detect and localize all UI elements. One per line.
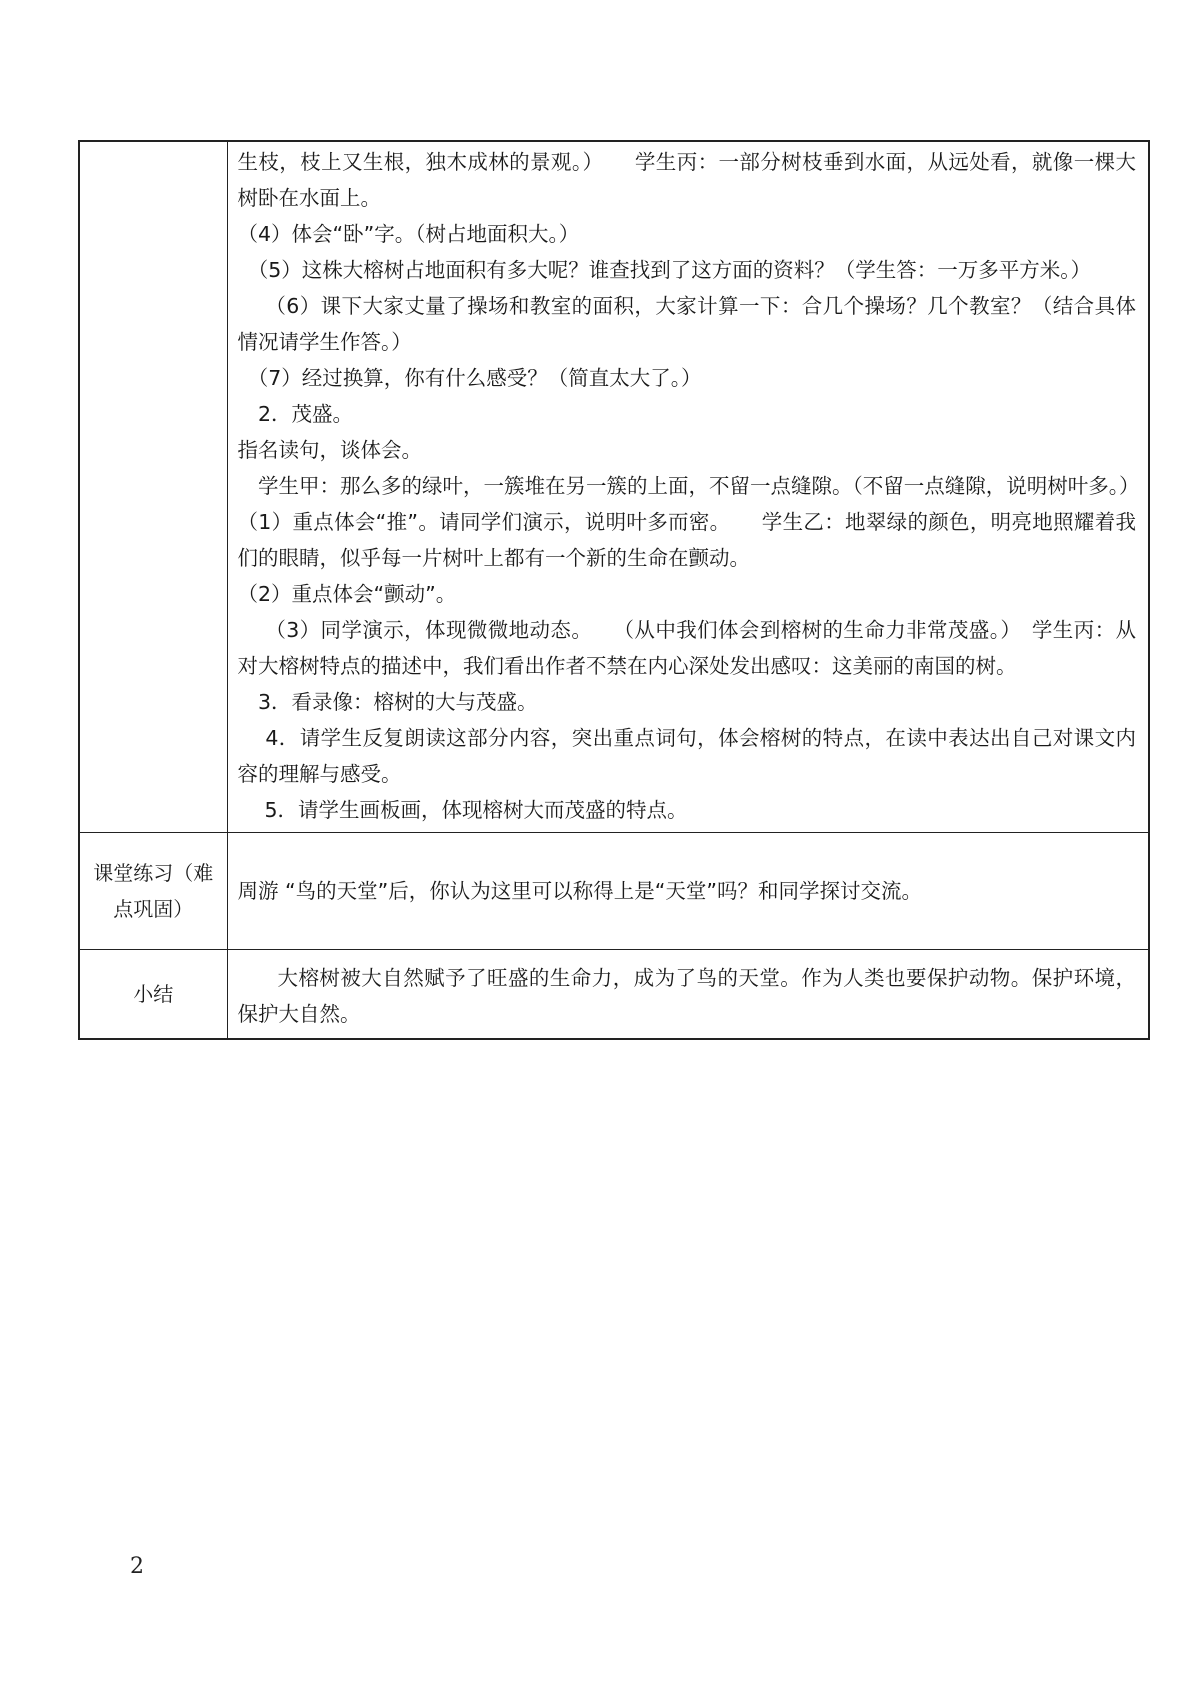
body-line: （4）体会“卧”字。（树占地面积大。） <box>237 222 580 246</box>
process-body <box>237 142 1140 832</box>
process-row <box>79 141 1149 833</box>
body-line: （2）重点体会“颤动”。 <box>237 582 457 606</box>
process-content-cell <box>227 141 1149 833</box>
body-line: 指名读句，谈体会。 <box>237 438 422 462</box>
body-line: （7）经过换算，你有什么感受？（简直太大了。） <box>237 366 702 390</box>
page-number: 2 <box>130 1554 144 1579</box>
body-line: 4．请学生反复朗读这部分内容，突出重点词句，体会榕树的特点，在读中表达出自己对课文内容的理解与感受。 <box>237 726 1136 786</box>
body-line: （5）这株大榕树占地面积有多大呢？谁查找到了这方面的资料？（学生答：一万多平方米。） <box>237 258 1092 282</box>
process-label-cell <box>79 141 227 833</box>
body-line: 生枝，枝上又生根，独木成林的景观。） 学生丙：一部分树枝垂到水面，从远处看，就像一棵大树卧在水面上。 <box>237 150 1136 210</box>
summary-content-cell <box>227 950 1149 1040</box>
summary-row <box>79 950 1149 1040</box>
body-line: （1）重点体会“推”。请同学们演示，说明叶多而密。 学生乙：地翠绿的颜色，明亮地照耀着我们的眼睛，似乎每一片树叶上都有一个新的生命在颤动。 <box>237 510 1136 570</box>
practice-row <box>79 833 1149 950</box>
body-line: 5．请学生画板画，体现榕树大而茂盛的特点。 <box>237 798 688 822</box>
lesson-plan-table <box>78 140 1150 1040</box>
practice-label: 课堂练习（难点巩固） <box>93 861 214 921</box>
practice-label-cell <box>79 833 227 950</box>
practice-content-cell <box>227 833 1149 950</box>
body-line: 3．看录像：榕树的大与茂盛。 <box>237 690 538 714</box>
body-line: 学生甲：那么多的绿叶，一簇堆在另一簇的上面，不留一点缝隙。（不留一点缝隙，说明树叶多。） <box>237 474 1140 498</box>
body-line: 2．茂盛。 <box>237 402 354 426</box>
body-line: （6）课下大家丈量了操场和教室的面积，大家计算一下：合几个操场？几个教室？（结合具体情况请学生作答。） <box>237 294 1136 354</box>
summary-label: 小结 <box>133 982 174 1006</box>
body-line: （3）同学演示，体现微微地动态。 （从中我们体会到榕树的生命力非常茂盛。） 学生丙：从对大榕树特点的描述中，我们看出作者不禁在内心深处发出感叹：这美丽的南国的树。 <box>237 618 1136 678</box>
practice-text: 周游 “鸟的天堂”后，你认为这里可以称得上是“天堂”吗？和同学探讨交流。 <box>237 879 922 903</box>
summary-text: 大榕树被大自然赋予了旺盛的生命力，成为了鸟的天堂。作为人类也要保护动物。保护环境，保护大自然。 <box>237 966 1136 1026</box>
summary-label-cell <box>79 950 227 1040</box>
